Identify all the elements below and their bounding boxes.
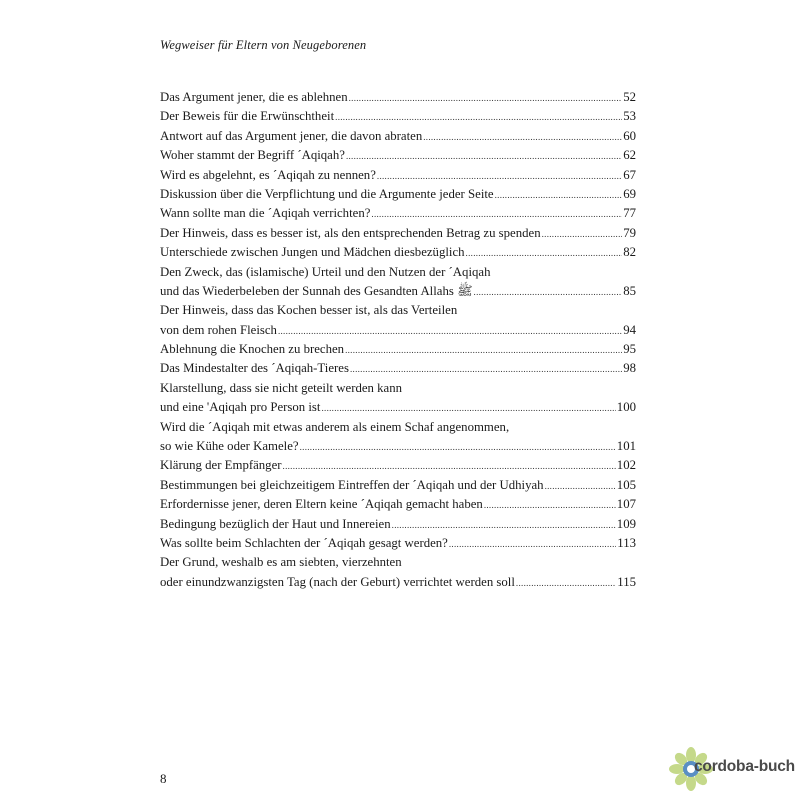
toc-entry: [160, 166, 636, 185]
toc-entry: [160, 456, 636, 475]
toc-entry-title: Wird die ´Aqiqah mit etwas anderem als einem Schaf angenommen,: [160, 419, 510, 434]
toc-entry-title: Wann sollte man die ´Aqiqah verrichten?: [160, 206, 371, 221]
toc-line: [160, 476, 636, 495]
toc-line: [160, 301, 636, 320]
toc-line: [160, 127, 636, 146]
toc-line: [160, 340, 636, 359]
toc-page-number: 94: [623, 322, 636, 337]
logo-text: cordoba-buch: [694, 758, 795, 775]
toc-line: [160, 418, 636, 437]
toc-entry-title: Was sollte beim Schlachten der ´Aqiqah gesagt werden?: [160, 535, 448, 550]
toc-entry-title: Antwort auf das Argument jener, die davon abraten: [160, 128, 423, 143]
toc-line: [160, 573, 636, 592]
toc-line: [160, 88, 636, 107]
dot-leader: [377, 167, 622, 186]
toc-entry: [160, 553, 636, 592]
toc-entry: [160, 534, 636, 553]
toc-line: [160, 456, 636, 475]
toc-line: [160, 185, 636, 204]
toc-entry: [160, 107, 636, 126]
toc-entry-title: Klarstellung, dass sie nicht geteilt werden kann: [160, 380, 403, 395]
toc-page-number: 98: [623, 361, 636, 376]
toc-entry-title: Der Beweis für die Erwünschtheit: [160, 109, 335, 124]
toc-page-number: 107: [616, 497, 636, 512]
toc-page-number: 101: [616, 439, 636, 454]
dot-leader: [466, 244, 623, 263]
dot-leader: [300, 438, 616, 457]
toc-entry: [160, 204, 636, 223]
toc-page-number: 53: [623, 109, 636, 124]
toc-line: [160, 437, 636, 456]
dot-leader: [495, 186, 623, 205]
toc-line: [160, 107, 636, 126]
toc-entry-title: Bedingung bezüglich der Haut und Innereien: [160, 516, 391, 531]
toc-entry: [160, 243, 636, 262]
dot-leader: [542, 225, 623, 244]
toc-entry: [160, 379, 636, 418]
toc-line: [160, 263, 636, 282]
toc-page-number: 85: [623, 283, 636, 298]
toc-page-number: 67: [623, 167, 636, 182]
toc-page-number: 95: [623, 342, 636, 357]
dot-leader: [474, 283, 623, 302]
toc-page-number: 115: [617, 574, 636, 589]
toc-entry-title: Unterschiede zwischen Jungen und Mädchen diesbezüglich: [160, 245, 465, 260]
toc-line: [160, 495, 636, 514]
toc-entry-title: Das Mindestalter des ´Aqiqah-Tieres: [160, 361, 349, 376]
dot-leader: [350, 360, 622, 379]
dot-leader: [449, 535, 616, 554]
toc-entry-title: Diskussion über die Verpflichtung und die Argumente jeder Seite: [160, 186, 494, 201]
table-of-contents: [160, 88, 636, 592]
toc-entry: [160, 495, 636, 514]
toc-entry: [160, 146, 636, 165]
toc-entry: [160, 340, 636, 359]
dot-leader: [321, 399, 615, 418]
toc-page-number: 102: [616, 458, 636, 473]
toc-entry-title: Den Zweck, das (islamische) Urteil und den Nutzen der ´Aqiqah: [160, 264, 491, 279]
toc-page-number: 79: [623, 225, 636, 240]
toc-entry: [160, 301, 636, 340]
toc-page-number: 82: [623, 245, 636, 260]
toc-entry: [160, 127, 636, 146]
toc-page-number: 105: [616, 477, 636, 492]
toc-entry-title: Bestimmungen bei gleichzeitigem Eintreffen der ´Aqiqah und der Udhiyah: [160, 477, 544, 492]
running-head: Wegweiser für Eltern von Neugeborenen: [160, 38, 367, 52]
toc-entry-title: und eine 'Aqiqah pro Person ist: [160, 400, 321, 415]
dot-leader: [349, 89, 623, 108]
dot-leader: [345, 341, 622, 360]
toc-line: [160, 321, 636, 340]
dot-leader: [423, 128, 622, 147]
toc-entry-title: Der Hinweis, dass das Kochen besser ist, als das Verteilen: [160, 303, 458, 318]
toc-line: [160, 534, 636, 553]
toc-entry: [160, 515, 636, 534]
publisher-logo: [668, 746, 800, 792]
toc-entry: [160, 476, 636, 495]
toc-line: [160, 379, 636, 398]
toc-line: [160, 398, 636, 417]
toc-page-number: 52: [623, 90, 636, 104]
dot-leader: [283, 457, 616, 476]
toc-line: [160, 204, 636, 223]
toc-page-number: 113: [617, 535, 636, 550]
toc-line: [160, 243, 636, 262]
toc-entry: [160, 88, 636, 107]
toc-entry-title: Der Grund, weshalb es am siebten, vierzehnten: [160, 555, 402, 570]
toc-line: [160, 224, 636, 243]
dot-leader: [516, 574, 616, 593]
toc-line: [160, 359, 636, 378]
toc-entry-title: Woher stammt der Begriff ´Aqiqah?: [160, 148, 345, 163]
toc-page-number: 60: [623, 128, 636, 143]
dot-leader: [346, 147, 622, 166]
dot-leader: [278, 322, 622, 341]
page-number: 8: [160, 771, 167, 786]
toc-page-number: 77: [623, 206, 636, 221]
toc-entry: [160, 185, 636, 204]
dot-leader: [484, 496, 616, 515]
toc-line: [160, 282, 636, 301]
toc-entry: [160, 224, 636, 243]
toc-entry-title: so wie Kühe oder Kamele?: [160, 439, 299, 454]
toc-entry-title: Das Argument jener, die es ablehnen: [160, 90, 348, 104]
dot-leader: [335, 108, 622, 127]
toc-entry-title: Erfordernisse jener, deren Eltern keine ´Aqiqah gemacht haben: [160, 497, 483, 512]
toc-entry-title: und das Wiederbeleben der Sunnah des Gesandten Allahs ﷺ: [160, 283, 473, 298]
toc-page-number: 100: [616, 400, 636, 415]
toc-entry-title: Der Hinweis, dass es besser ist, als den entsprechenden Betrag zu spenden: [160, 225, 541, 240]
toc-line: [160, 515, 636, 534]
toc-page-number: 69: [623, 186, 636, 201]
toc-page-number: 109: [616, 516, 636, 531]
toc-entry-title: oder einundzwanzigsten Tag (nach der Geburt) verrichtet werden soll: [160, 574, 515, 589]
toc-page-number: 62: [623, 148, 636, 163]
dot-leader: [545, 477, 616, 496]
dot-leader: [371, 205, 622, 224]
toc-line: [160, 146, 636, 165]
toc-entry: [160, 418, 636, 457]
toc-entry-title: Ablehnung die Knochen zu brechen: [160, 342, 345, 357]
toc-entry-title: Klärung der Empfänger: [160, 458, 282, 473]
toc-line: [160, 166, 636, 185]
toc-line: [160, 553, 636, 572]
toc-entry: [160, 359, 636, 378]
toc-entry-title: Wird es abgelehnt, es ´Aqiqah zu nennen?: [160, 167, 376, 182]
dot-leader: [392, 516, 616, 535]
toc-entry: [160, 263, 636, 302]
toc-entry-title: von dem rohen Fleisch: [160, 322, 277, 337]
